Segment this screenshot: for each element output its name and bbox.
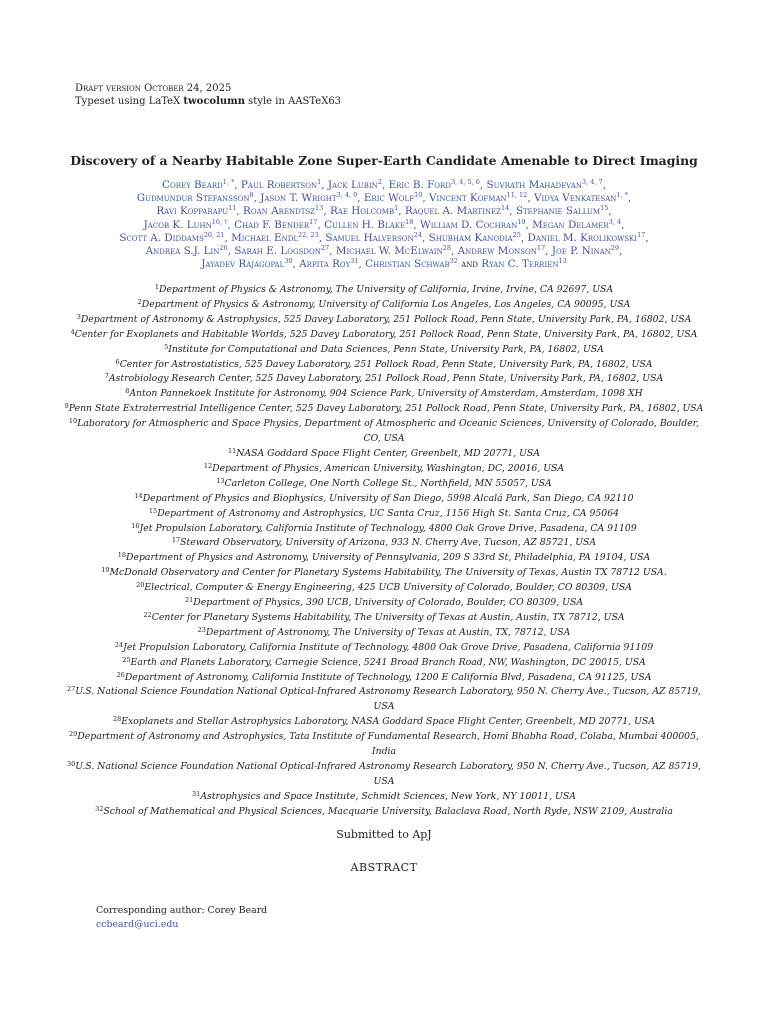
affiliation-line — [50, 387, 718, 402]
affiliation-text: Department of Astronomy & Astrophysics, 525 Davey Laboratory, 251 Pollock Road, Penn State, University Park, PA, 16802, USA — [80, 313, 692, 325]
author-name[interactable]: Cullen H. Blake — [324, 218, 406, 231]
affiliation-text: Institute for Computational and Data Sciences, Penn State, University Park, PA, 16802, USA — [168, 343, 604, 355]
affiliation-line — [50, 611, 718, 626]
author-affil-marks: 17 — [637, 230, 646, 239]
affiliation-text: CO, USA — [363, 433, 405, 445]
author-separator: , — [318, 231, 323, 244]
affiliation-line — [50, 477, 718, 492]
affiliation-line — [50, 372, 718, 387]
author-affil-marks: 8 — [249, 191, 254, 200]
author-separator: , — [621, 218, 625, 231]
author-line — [30, 232, 738, 245]
affiliation-number: 1 — [154, 283, 160, 291]
author-separator: , — [234, 179, 238, 191]
affiliation-number: 7 — [104, 372, 109, 381]
affiliation-text: Department of Astronomy and Astrophysics, Tata Institute of Fundamental Research, Homi Bhabha Road, Colaba, Mumbai 400005, — [77, 731, 699, 743]
author-separator: , — [317, 218, 321, 231]
author-affil-marks: 16, † — [211, 217, 228, 226]
affiliation-line — [50, 447, 718, 462]
author-affil-marks: 32 — [449, 257, 458, 266]
author-affil-marks: 22, 23 — [298, 230, 319, 239]
author-name[interactable]: Suvrath Mahadevan — [486, 179, 582, 191]
affiliation-number: 29 — [69, 730, 78, 739]
affiliation-text: NASA Goddard Space Flight Center, Greenbelt, MD 20771, USA — [236, 447, 540, 459]
author-affil-marks: 3, 4, 7 — [581, 178, 603, 186]
author-name[interactable]: Jacob K. Luhn — [143, 218, 212, 231]
affiliation-text: Jet Propulsion Laboratory, California Institute of Technology, 4800 Oak Grove Drive, Pasadena, CA 91109 — [139, 522, 637, 534]
affiliation-number: 25 — [122, 655, 131, 664]
author-line — [30, 205, 738, 218]
author-separator: , — [236, 205, 240, 218]
affiliation-number: 27 — [67, 685, 76, 694]
affiliation-line — [50, 730, 718, 745]
affiliation-number: 10 — [68, 417, 78, 426]
author-name[interactable]: Chad F. Bender — [234, 218, 310, 231]
author-affil-marks: 10 — [414, 191, 423, 200]
affiliation-number: 22 — [143, 610, 152, 619]
author-affil-marks: 26 — [219, 244, 228, 253]
affiliation-line — [50, 715, 718, 730]
affiliation-text: Anton Pannekoek Institute for Astronomy, 904 Science Park, University of Amsterdam, Amsterdam, 1098 XH — [129, 388, 643, 400]
affiliation-number: 8 — [125, 387, 130, 396]
abstract-heading: ABSTRACT — [350, 861, 418, 874]
affiliation-number: 31 — [192, 789, 201, 798]
affiliation-text: School of Mathematical and Physical Sciences, Macquarie University, Balaclava Road, North Ryde, NSW 2109, Australia — [103, 805, 673, 817]
affiliation-number: 14 — [134, 491, 143, 500]
author-separator: , — [608, 205, 612, 218]
affiliation-text: Astrophysics and Space Institute, Schmidt Sciences, New York, NY 10011, USA — [200, 790, 576, 802]
affiliation-number: 15 — [148, 506, 158, 515]
affiliation-line — [50, 283, 718, 298]
author-name[interactable]: Ryan C. Terrien — [481, 258, 559, 271]
author-separator: , — [227, 245, 231, 258]
author-separator: , — [413, 218, 417, 231]
author-affil-marks: 17 — [536, 244, 546, 253]
affiliation-number: 18 — [117, 551, 127, 560]
affiliation-line — [50, 566, 718, 581]
affiliation-number: 9 — [64, 402, 69, 411]
affiliation-text: Electrical, Computer & Energy Engineering, 425 UCB University of Colorado, Boulder, CO 80309, USA — [144, 582, 632, 594]
submitted-note: Submitted to ApJ — [336, 828, 432, 841]
author-name[interactable]: Gudmundur Stefansson — [136, 192, 250, 205]
author-affil-marks: 15 — [600, 204, 609, 213]
affiliation-number: 12 — [203, 461, 213, 470]
author-affil-marks: 2 — [377, 178, 382, 186]
corresponding-author — [96, 904, 267, 932]
author-affil-marks: 3, 4 — [608, 217, 622, 226]
author-name[interactable]: Joe P. Ninan — [551, 245, 611, 258]
author-affil-marks: 17 — [309, 217, 318, 226]
typeset-prefix: Typeset using — [75, 96, 149, 107]
affiliation-text: Penn State Extraterrestrial Intelligence Center, 525 Davey Laboratory, 251 Pollock Road, Penn State, University Park, PA, 16802, USA — [68, 403, 704, 415]
author-affil-marks: 27 — [320, 244, 330, 253]
author-line — [30, 179, 738, 192]
author-affil-marks: 13 — [558, 257, 567, 266]
author-name[interactable]: Daniel M. Krolikowski — [527, 231, 638, 244]
affiliation-list — [50, 283, 718, 820]
author-name[interactable]: Andrew Monson — [457, 245, 537, 258]
affiliation-text: Earth and Planets Laboratory, Carnegie Science, 5241 Broad Branch Road, NW, Washington, DC 20015, USA — [130, 656, 646, 668]
author-affil-marks: 1 — [394, 204, 399, 213]
author-separator: , — [421, 231, 426, 244]
author-name[interactable]: Jason T. Wright — [260, 192, 337, 205]
author-name[interactable]: Jayadev Rajagopal — [201, 258, 285, 271]
affiliation-text: U.S. National Science Foundation National Optical-Infrared Astronomy Research Laboratory, 950 N. Cherry Ave., Tucson, AZ 85719, — [75, 686, 701, 698]
affiliation-text: Center for Planetary Systems Habitability, The University of Texas at Austin, Austin, TX 78712, USA — [151, 611, 625, 623]
affiliation-number: 4 — [70, 327, 75, 336]
affiliation-text: Steward Observatory, University of Arizona, 933 N. Cherry Ave, Tucson, AZ 85721, USA — [180, 537, 597, 549]
affiliation-line — [50, 700, 718, 715]
author-name[interactable]: Rae Holcomb — [329, 205, 395, 218]
affiliation-number: 24 — [114, 640, 124, 649]
affiliation-text: Carleton College, One North College St., Northfield, MN 55057, USA — [224, 477, 552, 489]
affiliation-text: Center for Astrostatistics, 525 Davey Laboratory, 251 Pollock Road, Penn State, University Park, PA, 16802, USA — [119, 358, 653, 370]
affiliation-text: Center for Exoplanets and Habitable Worlds, 525 Davey Laboratory, 251 Pollock Road, Penn State, University Park, PA, 16802, USA — [74, 328, 698, 340]
author-list — [30, 179, 738, 271]
author-separator: , — [357, 192, 361, 205]
author-separator: , — [321, 179, 325, 191]
affiliation-text: India — [371, 746, 397, 758]
affiliation-number: 21 — [184, 596, 194, 605]
draft-header — [75, 82, 341, 108]
corresponding-email-link[interactable]: ccbeard@uci.edu — [96, 919, 179, 930]
affiliation-line — [50, 760, 718, 775]
affiliation-number: 3 — [76, 312, 81, 321]
affiliation-text: Jet Propulsion Laboratory, California Institute of Technology, 4800 Oak Grove Drive, Pasadena, California 91109 — [123, 641, 654, 653]
typeset-suffix: style in AASTeX63 — [245, 96, 342, 107]
author-separator: , — [329, 245, 333, 258]
affiliation-text: Department of Astronomy, The University of Texas at Austin, TX, 78712, USA — [205, 626, 571, 638]
author-affil-marks: 29 — [610, 244, 620, 253]
author-name[interactable]: Arpita Roy — [299, 258, 351, 271]
author-name[interactable]: Shubham Kanodia — [428, 231, 513, 244]
author-affil-marks: 18 — [405, 217, 414, 226]
author-name[interactable]: Vidya Venkatesan — [533, 192, 617, 205]
author-separator: , — [422, 192, 426, 205]
author-separator: , — [509, 205, 513, 218]
author-separator: , — [292, 258, 296, 271]
author-name[interactable]: Jack Lubin — [327, 179, 378, 191]
author-affil-marks: 30 — [284, 257, 293, 266]
affiliation-text: Department of Physics & Astronomy, The University of California, Irvine, Irvine, CA 92697, USA — [159, 284, 614, 295]
affiliation-text: Department of Physics, 390 UCB, University of Colorado, Boulder, CO 80309, USA — [193, 597, 584, 609]
affiliation-line — [50, 805, 718, 820]
author-name[interactable]: Michael W. McElwain — [335, 245, 443, 258]
affiliation-line — [50, 671, 718, 686]
affiliation-text: Exoplanets and Stellar Astrophysics Laboratory, NASA Goddard Space Flight Center, Greenbelt, MD 20771, USA — [121, 716, 656, 728]
author-line — [30, 219, 738, 232]
affiliation-text: Department of Physics & Astronomy, University of California Los Angeles, Los Angeles, CA 90095, USA — [141, 298, 631, 310]
author-affil-marks: 31 — [350, 257, 359, 266]
affiliation-line — [50, 402, 718, 417]
author-name[interactable]: Raquel A. Martinez — [404, 205, 501, 218]
author-affil-marks: 3, 4, 9 — [336, 191, 358, 200]
affiliation-number: 32 — [95, 804, 104, 813]
affiliation-line — [50, 462, 718, 477]
author-separator: , — [323, 205, 327, 218]
affiliation-number: 20 — [136, 581, 145, 590]
author-name[interactable]: William D. Cochran — [420, 218, 518, 231]
affiliation-line — [50, 581, 718, 596]
author-separator: , — [602, 179, 606, 191]
author-name[interactable]: Andrea S.J. Lin — [145, 245, 220, 258]
author-line — [30, 245, 738, 258]
author-affil-marks: 24 — [413, 230, 422, 239]
draft-line — [75, 82, 341, 95]
author-separator: , — [358, 258, 362, 271]
affiliation-text: Department of Physics and Biophysics, University of San Diego, 5998 Alcalá Park, San Diego, CA 92110 — [142, 492, 634, 504]
affiliation-line — [50, 641, 718, 656]
affiliation-number: 13 — [216, 476, 225, 485]
author-affil-marks: 20, 21 — [203, 230, 225, 239]
author-affil-marks: 11 — [228, 204, 237, 213]
affiliation-line — [50, 417, 718, 432]
author-separator: , — [525, 218, 529, 231]
author-affil-marks: 13 — [315, 204, 324, 213]
affiliation-line — [50, 298, 718, 313]
affiliation-number: 23 — [197, 625, 206, 634]
author-name[interactable]: Stephanie Sallum — [515, 205, 601, 218]
author-name[interactable]: Megan Delamer — [532, 218, 609, 231]
author-affil-marks: 25 — [512, 230, 521, 239]
paper-title: Discovery of a Nearby Habitable Zone Super-Earth Candidate Amenable to Direct Imaging — [70, 153, 698, 168]
author-affil-marks: 19 — [517, 217, 526, 226]
author-name[interactable]: Paul Robertson — [240, 179, 318, 191]
author-separator: , — [645, 231, 649, 244]
author-name[interactable]: Ravi Kopparapu — [156, 205, 229, 218]
affiliation-line — [50, 358, 718, 373]
author-affil-marks: 28 — [442, 244, 451, 253]
affiliation-line — [50, 745, 718, 760]
author-separator: , — [627, 192, 632, 205]
author-name[interactable]: Eric Wolf — [363, 192, 415, 205]
affiliation-line — [50, 775, 718, 790]
author-affil-marks: 3, 4, 5, 6 — [450, 178, 480, 186]
affiliation-line — [50, 522, 718, 537]
affiliation-line — [50, 328, 718, 343]
affiliation-text: Department of Astronomy, California Institute of Technology, 1200 E California Blvd, Pasadena, CA 91125, USA — [124, 671, 652, 683]
author-separator: , — [479, 179, 484, 191]
author-separator: , — [224, 231, 228, 244]
affiliation-line — [50, 790, 718, 805]
affiliation-text: U.S. National Science Foundation National Optical-Infrared Astronomy Research Laboratory, 950 N. Cherry Ave., Tucson, AZ 85719, — [75, 761, 701, 772]
author-name[interactable]: Scott A. Diddams — [119, 231, 204, 244]
affiliation-line — [50, 596, 718, 611]
author-name[interactable]: Vincent Kofman — [428, 192, 507, 205]
affiliation-number: 28 — [112, 715, 122, 724]
affiliation-text: Department of Astronomy and Astrophysics, UC Santa Cruz, 1156 High St. Santa Cruz, CA 95064 — [157, 507, 620, 519]
author-affil-marks: 11, 12 — [506, 191, 528, 200]
author-name[interactable]: Roan Arendtsz — [243, 205, 316, 218]
author-affil-marks: 1 — [317, 178, 322, 186]
affiliation-line — [50, 343, 718, 358]
author-separator: , — [381, 179, 386, 191]
affiliation-text: McDonald Observatory and Center for Planetary Systems Habitability, The University of Texas, Austin TX 78712 USA. — [109, 567, 667, 579]
affiliation-number: 2 — [137, 297, 142, 306]
affiliation-number: 6 — [115, 357, 120, 366]
affiliation-line — [50, 432, 718, 447]
author-line — [30, 192, 738, 205]
author-separator: , — [527, 192, 531, 205]
author-name[interactable]: Eric B. Ford — [388, 179, 451, 191]
author-line — [30, 258, 738, 271]
author-name[interactable]: Samuel Halverson — [325, 231, 414, 244]
corresponding-label: Corresponding author: Corey Beard — [96, 905, 268, 916]
author-affil-marks: 14 — [500, 204, 510, 213]
affiliation-number: 19 — [101, 566, 110, 575]
draft-date: October 24, 2025 — [144, 83, 232, 94]
affiliation-number: 5 — [164, 342, 169, 351]
typeset-line — [75, 95, 341, 108]
affiliation-number: 11 — [228, 446, 237, 455]
affiliation-line — [50, 492, 718, 507]
affiliation-line — [50, 536, 718, 551]
author-separator: , — [227, 218, 231, 231]
author-affil-marks: 1, * — [222, 178, 235, 186]
author-affil-marks: 1, * — [616, 191, 628, 200]
affiliation-number: 16 — [131, 521, 140, 530]
author-separator: , — [450, 245, 455, 258]
affiliation-line — [50, 313, 718, 328]
affiliation-text: Laboratory for Atmospheric and Space Physics, Department of Atmospheric and Oceanic Sciences, University of Colorado, Boulder, — [77, 418, 700, 430]
author-name[interactable]: Christian Schwab — [365, 258, 450, 271]
latex-logo: LaTeX — [148, 96, 181, 107]
draft-label: Draft version — [75, 83, 141, 94]
author-separator: , — [253, 192, 257, 205]
affiliation-number: 26 — [116, 670, 125, 679]
affiliation-line — [50, 685, 718, 700]
author-separator: , — [398, 205, 402, 218]
affiliation-text: USA — [373, 775, 395, 787]
affiliation-line — [50, 551, 718, 566]
author-separator: , — [520, 231, 525, 244]
author-name[interactable]: Corey Beard — [162, 179, 223, 191]
affiliation-text: USA — [373, 701, 395, 713]
author-name[interactable]: Michael Endl — [231, 231, 299, 244]
affiliation-line — [50, 507, 718, 522]
affiliation-number: 30 — [67, 760, 76, 768]
affiliation-line — [50, 626, 718, 641]
affiliation-text: Department of Physics and Astronomy, University of Pennsylvania, 209 S 33rd St, Philadelphia, PA 19104, USA — [126, 552, 651, 564]
author-separator: , — [545, 245, 549, 258]
author-separator: , — [619, 245, 623, 258]
affiliation-text: Astrobiology Research Center, 525 Davey Laboratory, 251 Pollock Road, Penn State, University Park, PA, 16802, USA — [108, 373, 664, 385]
affiliation-number: 17 — [171, 536, 181, 545]
author-conjunction: and — [461, 258, 478, 271]
affiliation-line — [50, 656, 718, 671]
affiliation-text: Department of Physics, American University, Washington, DC, 20016, USA — [212, 462, 565, 474]
author-name[interactable]: Sarah E. Logsdon — [234, 245, 321, 258]
typeset-style: twocolumn — [183, 96, 245, 107]
